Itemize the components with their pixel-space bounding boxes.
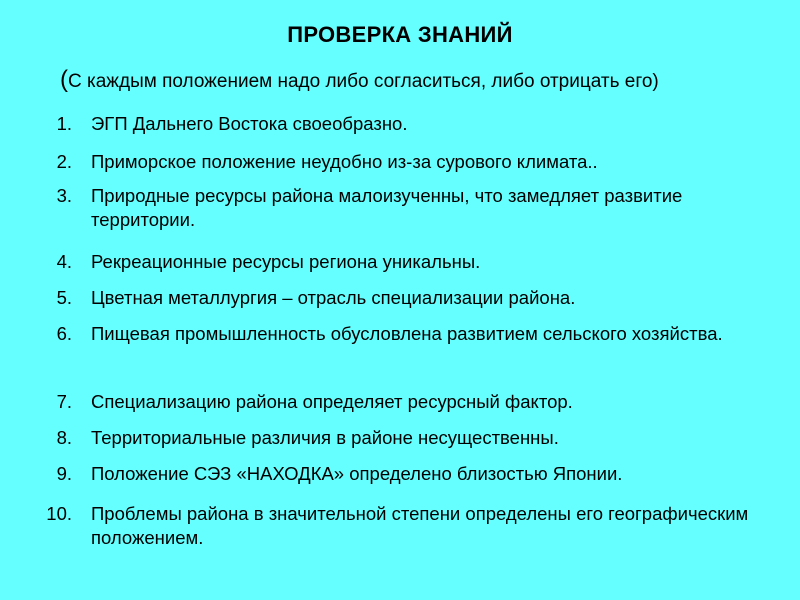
item-number: 9. (56, 463, 72, 484)
item-text: Положение СЭЗ «НАХОДКА» определено близостью Японии. (91, 463, 623, 484)
item-text: Приморское положение неудобно из-за сурового климата.. (91, 151, 598, 172)
item-number: 7. (56, 391, 72, 412)
item-number: 2. (56, 151, 72, 172)
slide-subtitle (60, 66, 659, 94)
item-text: Территориальные различия в районе несущественны. (91, 427, 559, 448)
subtitle-text: С каждым положением надо либо согласиться, либо отрицать его) (68, 71, 659, 92)
item-text: ЭГП Дальнего Востока своеобразно. (91, 113, 408, 134)
item-number: 5. (56, 287, 72, 308)
item-text: Природные ресурсы района малоизученны, что замедляет развитие территории. (91, 185, 683, 230)
item-number: 6. (56, 323, 72, 344)
item-text: Цветная металлургия – отрасль специализации района. (91, 287, 576, 308)
subtitle-open-paren: ( (60, 66, 68, 93)
item-text: Специализацию района определяет ресурсный фактор. (91, 391, 573, 412)
item-text: Проблемы района в значительной степени определены его географическим положением. (91, 503, 749, 548)
item-number: 1. (56, 113, 72, 134)
item-number: 3. (56, 185, 72, 206)
item-number: 4. (56, 251, 72, 272)
item-text: Рекреационные ресурсы региона уникальны. (91, 251, 481, 272)
item-text: Пищевая промышленность обусловлена развитием сельского хозяйства. (91, 323, 723, 344)
item-number: 8. (56, 427, 72, 448)
slide-title: ПРОВЕРКА ЗНАНИЙ (287, 22, 513, 47)
item-number: 10. (46, 503, 72, 524)
